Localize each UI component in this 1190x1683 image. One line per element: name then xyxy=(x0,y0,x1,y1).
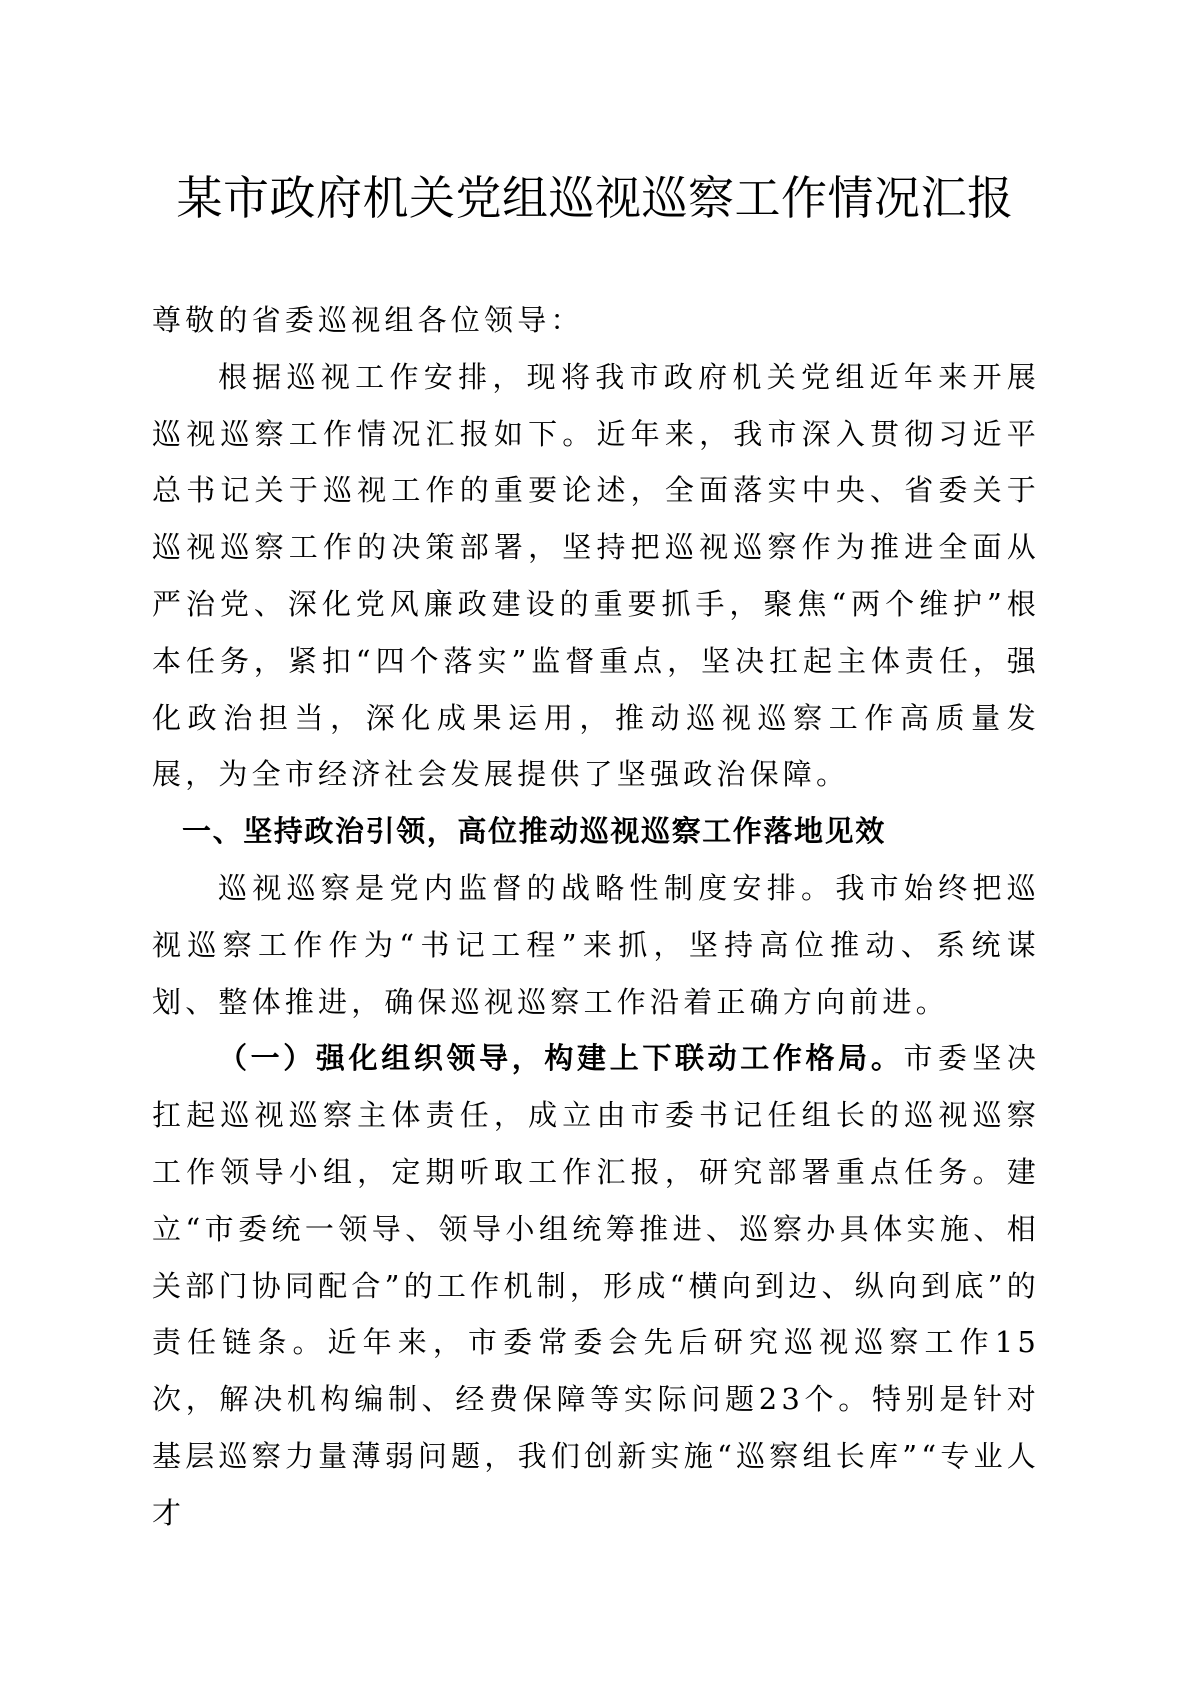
salutation: 尊敬的省委巡视组各位领导： xyxy=(152,303,584,337)
document-title: 某市政府机关党组巡视巡察工作情况汇报 xyxy=(176,171,1014,225)
section-heading-1: 一、坚持政治引领，高位推动巡视巡察工作落地见效 xyxy=(182,814,886,849)
subsection-1-text: 市委坚决扛起巡视巡察主体责任，成立由市委书记任组长的巡视巡察工作领导小组，定期听取工作汇报，研究部署重点任务。建立“市委统一领导、领导小组统筹推进、巡察办具体实施、相关部门协同配合”的工作机制，形成“横向到边、纵向到底”的责任链条。近年来，市委常委会先后研究巡视巡察工作15次，解决机构编制、经费保障等实际问题23个。特别是针对基层巡察力量薄弱问题，我们创新实施“巡察组长库”“专业人才 xyxy=(152,1041,1040,1530)
subsection-1-heading: （一）强化组织领导，构建上下联动工作格局。 xyxy=(218,1041,904,1076)
subsection-1-paragraph xyxy=(152,1030,1040,1541)
intro-paragraph: 根据巡视工作安排，现将我市政府机关党组近年来开展巡视巡察工作情况汇报如下。近年来，我市深入贯彻习近平总书记关于巡视工作的重要论述，全面落实中央、省委关于巡视巡察工作的决策部署，坚持把巡视巡察作为推进全面从严治党、深化党风廉政建设的重要抓手，聚焦“两个维护”根本任务，紧扣“四个落实”监督重点，坚决扛起主体责任，强化政治担当，深化成果运用，推动巡视巡察工作高质量发展，为全市经济社会发展提供了坚强政治保障。 xyxy=(152,359,1040,792)
section-1-paragraph: 巡视巡察是党内监督的战略性制度安排。我市始终把巡视巡察工作作为“书记工程”来抓，坚持高位推动、系统谋划、整体推进，确保巡视巡察工作沿着正确方向前进。 xyxy=(152,870,1040,1019)
document-body xyxy=(152,292,1040,1542)
